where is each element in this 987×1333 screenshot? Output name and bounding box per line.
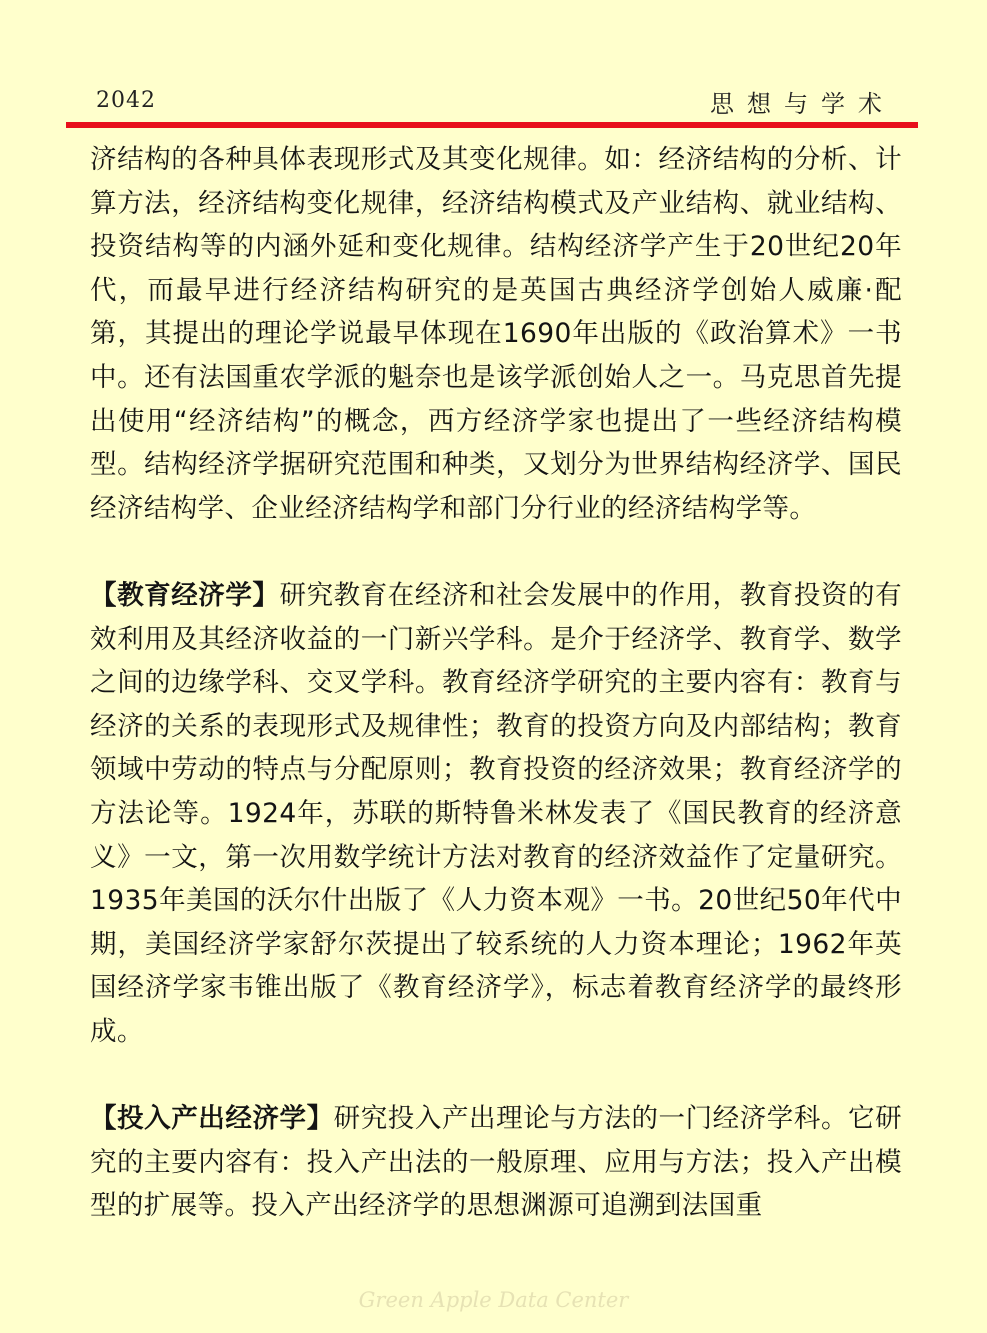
- paragraph-continued: 济结构的各种具体表现形式及其变化规律。如：经济结构的分析、计算方法，经济结构变化规律，经济结构模式及产业结构、就业结构、投资结构等的内涵外延和变化规律。结构经济学产生于20世纪20年代，而最早进行经济结构研究的是英国古典经济学创始人威廉·配第，其提出的理论学说最早体现在1690年出版的《政治算术》一书中。还有法国重农学派的魁奈也是该学派创始人之一。马克思首先提出使用“经济结构”的概念，西方经济学家也提出了一些经济结构模型。结构经济学据研究范围和种类，又划分为世界结构经济学、国民经济结构学、企业经济结构学和部门分行业的经济结构学等。: [90, 144, 902, 524]
- entry-term: 【教育经济学】: [90, 579, 280, 611]
- entry-input-output-economics: [90, 1097, 902, 1228]
- header-rule: [66, 122, 918, 128]
- entry-text: 研究投入产出理论与方法的一门经济学科。它研究的主要内容有：投入产出法的一般原理、应用与方法；投入产出模型的扩展等。投入产出经济学的思想渊源可追溯到法国重: [90, 1103, 902, 1222]
- entry-text: 研究教育在经济和社会发展中的作用，教育投资的有效利用及其经济收益的一门新兴学科。是介于经济学、教育学、数学之间的边缘学科、交叉学科。教育经济学研究的主要内容有：教育与经济的关系的表现形式及规律性；教育的投资方向及内部结构；教育领域中劳动的特点与分配原则；教育投资的经济效果；教育经济学的方法论等。1924年，苏联的斯特鲁米林发表了《国民教育的经济意义》一文，第一次用数学统计方法对教育的经济效益作了定量研究。1935年美国的沃尔什出版了《人力资本观》一书。20世纪50年代中期，美国经济学家舒尔茨提出了较系统的人力资本理论；1962年英国经济学家韦锥出版了《教育经济学》，标志着教育经济学的最终形成。: [90, 579, 902, 1047]
- entry-term: 【投入产出经济学】: [90, 1103, 334, 1135]
- entry-education-economics: [90, 574, 902, 1054]
- page-number: 2042: [96, 88, 156, 113]
- watermark: Green Apple Data Center: [358, 1288, 629, 1312]
- running-title: 思想与学术: [710, 90, 895, 118]
- body-text: [90, 138, 902, 1228]
